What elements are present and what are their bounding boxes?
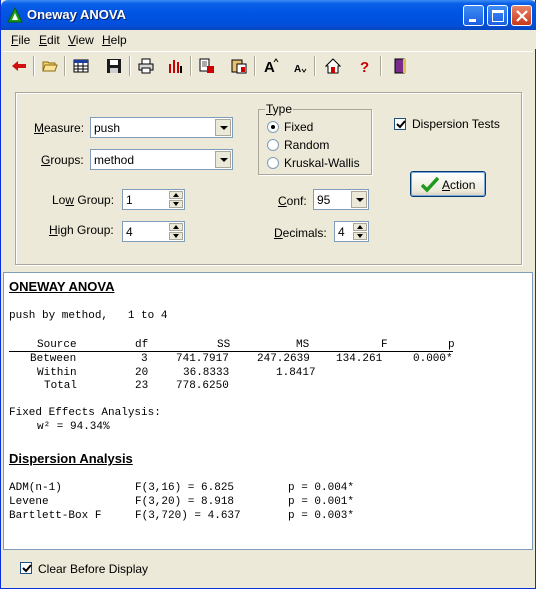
font-larger-button[interactable]	[259, 54, 283, 78]
window-title: Oneway ANOVA	[27, 7, 126, 22]
toolbar-separator	[190, 56, 192, 76]
minimize-icon	[464, 6, 485, 27]
chevron-down-icon[interactable]	[215, 119, 231, 136]
clear-before-display-label[interactable]: Clear Before Display	[38, 562, 149, 576]
high-group-value: 4	[126, 225, 133, 239]
fixed-effects-title: Fixed Effects Analysis:	[9, 407, 161, 419]
menu-view-label: iew	[75, 33, 94, 47]
open-folder-icon	[42, 58, 58, 74]
print-button[interactable]	[134, 54, 158, 78]
decimals-spinner[interactable]	[334, 221, 369, 242]
dispersion-row-bartlett-f: F(3,720) = 4.637	[135, 510, 241, 522]
row-total-source: Total	[44, 380, 78, 392]
spin-down-icon[interactable]	[169, 200, 183, 208]
radio-fixed[interactable]	[267, 121, 279, 133]
checkmark-icon	[21, 563, 33, 575]
save-disk-icon	[106, 58, 122, 74]
col-header-f: F	[381, 339, 388, 351]
type-legend	[265, 102, 293, 116]
dispersion-row-levene: Levene	[9, 496, 49, 508]
action-button[interactable]	[410, 171, 486, 197]
menu-file-accel: F	[11, 33, 19, 47]
measure-label	[34, 121, 84, 135]
spinner-buttons	[353, 223, 367, 240]
spin-up-icon[interactable]	[353, 223, 367, 231]
row-total-ss: 778.6250	[176, 380, 229, 392]
conf-label-text: onf:	[286, 194, 307, 208]
toolbar	[3, 51, 533, 79]
high-group-label	[49, 223, 114, 237]
col-header-ss: SS	[217, 339, 231, 351]
footer-bar	[3, 553, 533, 583]
clear-before-display-checkbox[interactable]	[20, 562, 32, 574]
maximize-icon	[488, 6, 509, 27]
row-between-p: 0.000*	[413, 353, 453, 365]
menu-file[interactable]	[11, 33, 30, 47]
low-group-label-pre: Lo	[52, 193, 66, 207]
green-check-icon	[421, 177, 439, 193]
home-button[interactable]	[321, 54, 345, 78]
decimals-value: 4	[338, 225, 345, 239]
row-between-source: Between	[30, 353, 77, 365]
data-grid-icon	[73, 58, 89, 74]
menu-help[interactable]	[102, 33, 127, 47]
font-larger-icon	[263, 58, 279, 74]
conf-select[interactable]	[313, 189, 369, 210]
back-arrow-icon	[11, 58, 27, 74]
dispersion-row-adm-p: p = 0.004*	[288, 482, 355, 494]
toolbar-separator	[254, 56, 256, 76]
open-button[interactable]	[38, 54, 62, 78]
low-group-spinner[interactable]	[122, 189, 185, 210]
low-group-value: 1	[126, 193, 133, 207]
menu-edit-accel: E	[39, 33, 48, 47]
groups-value: method	[94, 153, 135, 167]
low-group-label	[52, 193, 114, 207]
export-icon	[199, 58, 215, 74]
exit-button[interactable]	[388, 54, 412, 78]
action-button-label	[442, 178, 475, 192]
svg-text:A: A	[264, 59, 275, 74]
spinner-buttons	[169, 191, 183, 208]
dispersion-heading: Dispersion Analysis	[9, 451, 133, 466]
omega-squared-line: w² = 94.34%	[37, 421, 110, 433]
font-smaller-icon	[292, 58, 308, 74]
dispersion-row-adm-f: F(3,16) = 6.825	[135, 482, 235, 494]
svg-text:?: ?	[360, 59, 370, 74]
back-button[interactable]	[7, 54, 31, 78]
output-subtitle: push by method, 1 to 4	[9, 310, 168, 322]
export-button[interactable]	[195, 54, 219, 78]
high-group-label-text: igh Group:	[57, 223, 114, 237]
chart-button[interactable]	[163, 54, 187, 78]
row-between-ss: 741.7917	[176, 353, 229, 365]
radio-random-label[interactable]: Random	[284, 138, 330, 152]
type-legend-accel: T	[266, 102, 273, 116]
col-header-source: Source	[37, 339, 77, 351]
menu-help-accel: H	[102, 33, 111, 47]
conf-value: 95	[317, 193, 331, 207]
menu-file-label: ile	[18, 33, 31, 47]
groups-label-accel: G	[41, 153, 51, 167]
low-group-label-text: Group:	[74, 193, 115, 207]
row-within-df: 20	[135, 367, 149, 379]
dispersion-tests-checkbox[interactable]	[394, 118, 406, 130]
measure-select[interactable]	[90, 117, 233, 138]
low-group-label-accel: w	[65, 193, 75, 207]
paste-button[interactable]	[227, 54, 251, 78]
app-triangle-icon	[7, 7, 23, 23]
conf-label-accel: C	[278, 194, 287, 208]
type-legend-text: ype	[272, 102, 293, 116]
toolbar-separator	[380, 56, 382, 76]
minimize-button[interactable]	[463, 5, 484, 26]
print-icon	[138, 58, 154, 74]
table-rule	[9, 351, 453, 352]
dispersion-row-bartlett: Bartlett-Box F	[9, 510, 102, 522]
checkmark-icon	[395, 119, 407, 131]
radio-kruskal-wallis-label[interactable]: Kruskal-Wallis	[284, 156, 360, 170]
measure-label-text: easure:	[44, 121, 85, 135]
home-icon	[325, 58, 341, 74]
radio-kruskal-wallis[interactable]	[267, 157, 279, 169]
col-header-df: df	[135, 339, 149, 351]
groups-label	[41, 153, 84, 167]
high-group-label-accel: H	[49, 223, 58, 237]
spin-down-icon[interactable]	[169, 232, 183, 240]
row-total-df: 23	[135, 380, 149, 392]
measure-value: push	[94, 121, 121, 135]
chevron-down-icon[interactable]	[351, 191, 367, 208]
menu-help-label: elp	[110, 33, 127, 47]
menu-view-accel: V	[68, 33, 76, 47]
groups-label-text: roups:	[50, 153, 84, 167]
title-bar[interactable]	[1, 0, 536, 30]
font-smaller-button[interactable]	[288, 54, 312, 78]
measure-label-accel: M	[34, 121, 44, 135]
action-label-accel: A	[442, 178, 451, 192]
toolbar-separator	[129, 56, 131, 76]
spinner-buttons	[169, 223, 183, 240]
maximize-button[interactable]	[487, 5, 508, 26]
paste-icon	[231, 58, 247, 74]
high-group-spinner[interactable]	[122, 221, 185, 242]
row-within-ss: 36.8333	[183, 367, 230, 379]
dispersion-row-levene-f: F(3,20) = 8.918	[135, 496, 235, 508]
row-between-ms: 247.2639	[257, 353, 310, 365]
close-button[interactable]	[511, 5, 532, 26]
decimals-label-accel: D	[274, 226, 283, 240]
menu-bar	[1, 30, 536, 49]
exit-door-icon	[392, 58, 408, 74]
close-icon	[512, 6, 533, 27]
menu-edit[interactable]	[39, 33, 60, 47]
spin-up-icon[interactable]	[169, 191, 183, 199]
spin-down-icon[interactable]	[353, 232, 367, 240]
decimals-label	[274, 226, 327, 240]
chevron-down-icon[interactable]	[215, 151, 231, 168]
save-button[interactable]	[102, 54, 126, 78]
dispersion-row-levene-p: p = 0.001*	[288, 496, 355, 508]
menu-edit-label: dit	[47, 33, 60, 47]
dispersion-row-bartlett-p: p = 0.003*	[288, 510, 355, 522]
row-within-source: Within	[37, 367, 77, 379]
col-header-p: p	[448, 339, 455, 351]
toolbar-separator	[64, 56, 66, 76]
menu-view[interactable]	[68, 33, 94, 47]
data-grid-button[interactable]	[69, 54, 93, 78]
svg-text:A: A	[294, 64, 302, 74]
spin-up-icon[interactable]	[169, 223, 183, 231]
groups-select[interactable]	[90, 149, 233, 170]
help-icon	[357, 58, 373, 74]
decimals-label-text: ecimals:	[282, 226, 327, 240]
conf-label	[278, 194, 307, 208]
output-heading: ONEWAY ANOVA	[9, 279, 115, 294]
help-button[interactable]	[353, 54, 377, 78]
action-label-text: ction	[450, 178, 476, 192]
row-between-df: 3	[141, 353, 148, 365]
radio-random[interactable]	[267, 139, 279, 151]
col-header-ms: MS	[296, 339, 310, 351]
toolbar-separator	[314, 56, 316, 76]
output-pane[interactable]	[3, 272, 533, 550]
toolbar-separator	[33, 56, 35, 76]
radio-fixed-label[interactable]: Fixed	[284, 120, 314, 134]
dispersion-tests-label[interactable]: Dispersion Tests	[412, 117, 500, 131]
dispersion-row-adm: ADM(n-1)	[9, 482, 62, 494]
row-between-f: 134.261	[336, 353, 383, 365]
row-within-ms: 1.8417	[276, 367, 316, 379]
chart-icon	[167, 58, 183, 74]
